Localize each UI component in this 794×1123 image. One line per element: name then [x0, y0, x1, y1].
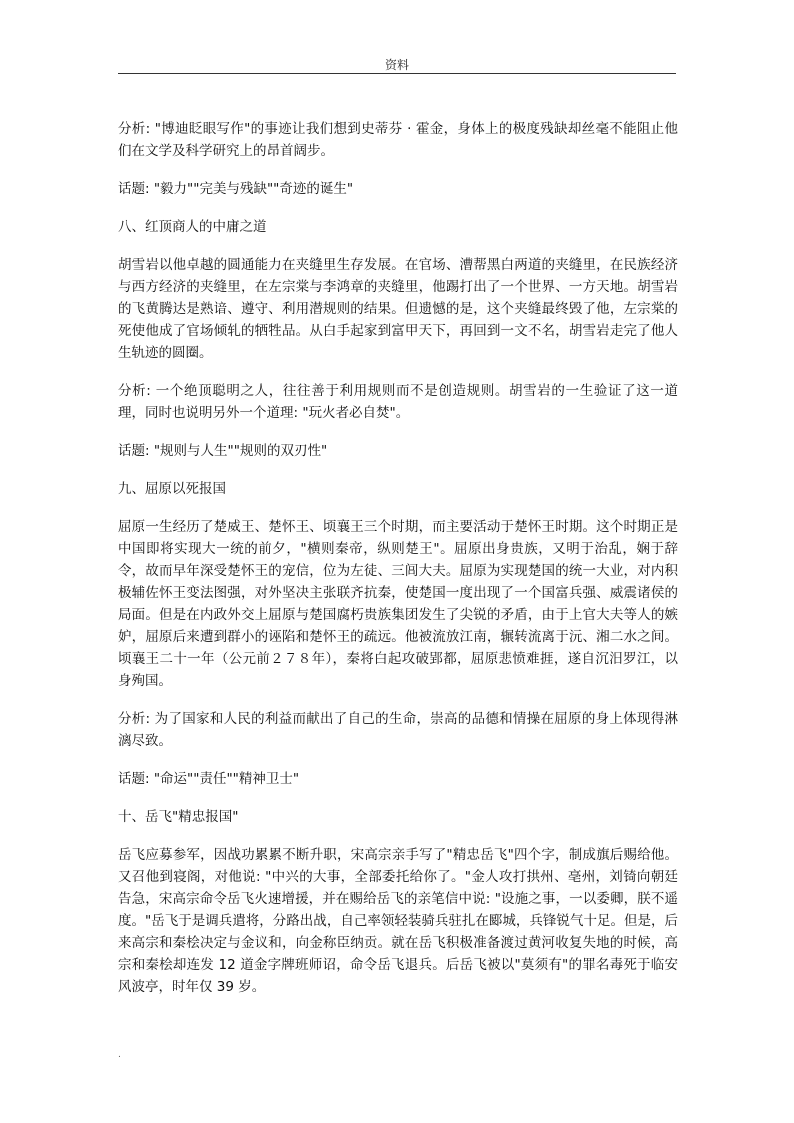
paragraph-yue-fei: 岳飞应募参军，因战功累累不断升职，宋高宗亲手写了"精忠岳飞"四个字，制成旗后赐给他。又召他到寝阁，对他说: "中兴的大事，全部委托给你了。"金人攻打拱州、亳州，刘锜向朝廷告急，宋高宗命令岳飞火速增援，并在赐给岳飞的亲笔信中说: "设施之事，一以委卿，朕不遥度。"岳飞于是调兵遣将，分路出战，自己率领轻装骑兵驻扎在郾城，兵锋锐气十足。但是，后来高宗和秦桧决定与金议和，向金称臣纳贡。就在岳飞积极准备渡过黄河收复失地的时候，高宗和秦桧却连发 12 道金字牌班师诏，命令岳飞退兵。后岳飞被以"莫须有"的罪名毒死于临安风波亭，时年仅 39 岁。 — [118, 847, 678, 995]
paragraph-topic-rules: 话题: "规则与人生""规则的双刃性" — [118, 443, 328, 459]
footer-mark: . — [118, 1050, 121, 1060]
header-divider — [118, 73, 676, 74]
paragraph-qu-yuan: 屈原一生经历了楚威王、楚怀王、顷襄王三个时期，而主要活动于楚怀王时期。这个时期正是中国即将实现大一统的前夕，"横则秦帝，纵则楚王"。屈原出身贵族，又明于治乱，娴于辞令，故而早年深受楚怀王的宠信，位为左徒、三闾大夫。屈原为实现楚国的统一大业，对内积极辅佐怀王变法图强，对外坚决主张联齐抗秦，使楚国一度出现了一个国富兵强、威震诸侯的局面。但是在内政外交上屈原与楚国腐朽贵族集团发生了尖锐的矛盾，由于上官大夫等人的嫉妒，屈原后来遭到群小的诬陷和楚怀王的疏远。他被流放江南，辗转流离于沅、湘二水之间。顷襄王二十一年（公元前２７８年），秦将白起攻破郢都，屈原悲愤难捱，遂自沉汨罗江，以身殉国。 — [118, 519, 678, 689]
section-heading-8: 八、红顶商人的中庸之道 — [118, 219, 267, 235]
paragraph-hu-xueyan: 胡雪岩以他卓越的圆通能力在夹缝里生存发展。在官场、漕帮黑白两道的夹缝里，在民族经济与西方经济的夹缝里，在左宗棠与李鸿章的夹缝里，他踢打出了一个世界、一方天地。胡雪岩的飞黄腾达是熟谙、遵守、利用潜规则的结果。但遗憾的是，这个夹缝最终毁了他，左宗棠的死使他成了官场倾轧的牺牲品。从白手起家到富甲天下，再回到一文不名，胡雪岩走完了他人生轨迹的圆圈。 — [118, 257, 678, 361]
document-body — [118, 118, 678, 1014]
paragraph-topic-fate: 话题: "命运""责任""精神卫士" — [118, 771, 300, 787]
paragraph-analysis-qu-yuan: 分析: 为了国家和人民的利益而献出了自己的生命，崇高的品德和情操在屈原的身上体现得淋漓尽致。 — [118, 711, 678, 749]
paragraph-analysis-rules: 分析: 一个绝顶聪明之人，往往善于利用规则而不是创造规则。胡雪岩的一生验证了这一道理，同时也说明另外一个道理: "玩火者必自焚"。 — [118, 383, 678, 421]
paragraph-analysis-boddie: 分析: "博迪眨眼写作"的事迹让我们想到史蒂芬 · 霍金，身体上的极度残缺却丝毫不能阻止他们在文学及科学研究上的昂首阔步。 — [118, 121, 678, 159]
section-heading-10: 十、岳飞"精忠报国" — [118, 809, 239, 825]
page-header-title: 资料 — [384, 58, 409, 72]
section-heading-9: 九、屈原以死报国 — [118, 481, 226, 497]
paragraph-topic-perseverance: 话题: "毅力""完美与残缺""奇迹的诞生" — [118, 181, 354, 197]
